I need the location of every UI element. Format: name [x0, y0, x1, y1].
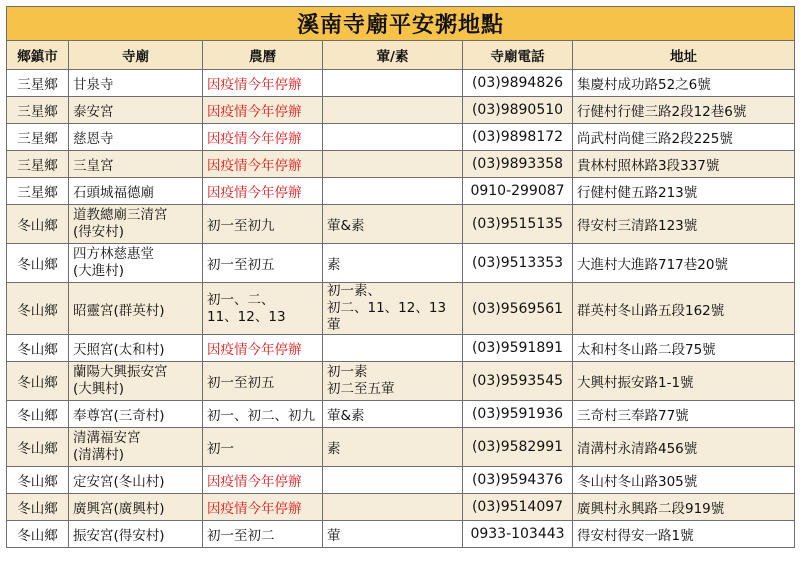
cell-lunar	[203, 205, 323, 244]
cell-town: 冬山鄉	[7, 401, 69, 428]
cell-lunar-line: 初一至初九	[207, 218, 275, 234]
cell-temple	[69, 401, 203, 428]
table-row	[7, 205, 795, 244]
cell-temple-line: (大興村)	[73, 381, 125, 397]
cell-lunar-line: 初一至初五	[207, 375, 275, 391]
cell-address: 大進村大進路717巷20號	[573, 244, 795, 283]
cell-phone: 0933-103443	[463, 521, 573, 548]
cell-address: 行健村健五路213號	[573, 178, 795, 205]
cell-town: 冬山鄉	[7, 283, 69, 335]
cell-lunar	[203, 335, 323, 362]
cell-lunar-line: 11、12、13	[207, 308, 286, 325]
cell-veg-line: 初二、11、12、13葷	[327, 300, 447, 333]
cell-lunar-line: 因疫情今年停辦	[207, 77, 302, 93]
cell-veg-line: 素	[327, 441, 341, 457]
cell-lunar-line: 因疫情今年停辦	[207, 104, 302, 120]
cell-lunar-line: 初一、二、	[207, 291, 275, 308]
cell-veg	[323, 70, 463, 97]
cell-phone: (03)9890510	[463, 97, 573, 124]
cell-lunar-line: 因疫情今年停辦	[207, 342, 302, 358]
cell-phone: (03)9591891	[463, 335, 573, 362]
cell-temple	[69, 151, 203, 178]
cell-temple-line: 石頭城福德廟	[73, 185, 154, 201]
cell-temple	[69, 467, 203, 494]
table-row	[7, 401, 795, 428]
cell-town: 三星鄉	[7, 151, 69, 178]
cell-address: 群英村冬山路五段162號	[573, 283, 795, 335]
cell-address: 得安村得安一路1號	[573, 521, 795, 548]
cell-lunar	[203, 124, 323, 151]
cell-lunar-line: 因疫情今年停辦	[207, 474, 302, 490]
cell-lunar-line: 初一至初五	[207, 257, 275, 273]
cell-temple	[69, 335, 203, 362]
cell-address: 冬山村冬山路305號	[573, 467, 795, 494]
cell-temple-line: 蘭陽大興振安宮	[73, 364, 168, 380]
cell-temple	[69, 205, 203, 244]
cell-temple-line: 四方林慈惠堂	[73, 246, 154, 262]
header-town: 鄉鎮市	[7, 41, 69, 70]
cell-town: 三星鄉	[7, 124, 69, 151]
cell-town: 三星鄉	[7, 97, 69, 124]
cell-veg	[323, 521, 463, 548]
cell-lunar	[203, 244, 323, 283]
cell-veg-line: 初二至五葷	[327, 381, 395, 397]
cell-veg	[323, 335, 463, 362]
cell-address: 行健村行健三路2段12巷6號	[573, 97, 795, 124]
header-lunar: 農曆	[203, 41, 323, 70]
table-row	[7, 335, 795, 362]
cell-temple	[69, 244, 203, 283]
cell-lunar-line: 因疫情今年停辦	[207, 158, 302, 174]
table-row	[7, 467, 795, 494]
cell-temple	[69, 428, 203, 467]
cell-town: 冬山鄉	[7, 467, 69, 494]
cell-phone: (03)9515135	[463, 205, 573, 244]
cell-lunar	[203, 362, 323, 401]
cell-temple-line: (清溝村)	[73, 447, 125, 463]
cell-temple	[69, 494, 203, 521]
cell-phone: (03)9591936	[463, 401, 573, 428]
cell-phone: 0910-299087	[463, 178, 573, 205]
cell-veg	[323, 362, 463, 401]
temple-table	[6, 6, 795, 548]
cell-phone: (03)9593545	[463, 362, 573, 401]
cell-lunar	[203, 401, 323, 428]
cell-temple-line: 天照宮(太和村)	[73, 342, 165, 358]
cell-veg	[323, 401, 463, 428]
cell-veg-line: 初一素	[327, 364, 368, 380]
cell-temple-line: 三皇宮	[73, 158, 114, 174]
cell-veg	[323, 178, 463, 205]
cell-veg	[323, 97, 463, 124]
table-row	[7, 178, 795, 205]
cell-phone: (03)9514097	[463, 494, 573, 521]
table-row	[7, 283, 795, 335]
table-row	[7, 124, 795, 151]
cell-phone: (03)9898172	[463, 124, 573, 151]
header-veg: 葷/素	[323, 41, 463, 70]
cell-temple-line: 振安宮(得安村)	[73, 528, 165, 544]
cell-address: 集慶村成功路52之6號	[573, 70, 795, 97]
cell-veg-line: 葷&素	[327, 408, 365, 424]
cell-phone: (03)9893358	[463, 151, 573, 178]
cell-address: 得安村三清路123號	[573, 205, 795, 244]
table-row	[7, 494, 795, 521]
cell-phone: (03)9594376	[463, 467, 573, 494]
cell-temple	[69, 283, 203, 335]
table-row	[7, 362, 795, 401]
cell-veg	[323, 428, 463, 467]
cell-temple-line: 昭靈宮(群英村)	[73, 302, 165, 319]
cell-address: 清溝村永清路456號	[573, 428, 795, 467]
cell-lunar	[203, 283, 323, 335]
table-row	[7, 70, 795, 97]
cell-temple	[69, 124, 203, 151]
cell-lunar	[203, 70, 323, 97]
cell-town: 冬山鄉	[7, 521, 69, 548]
cell-phone: (03)9582991	[463, 428, 573, 467]
cell-veg	[323, 124, 463, 151]
cell-temple-line: (得安村)	[73, 224, 125, 240]
cell-lunar	[203, 494, 323, 521]
table-title: 溪南寺廟平安粥地點	[7, 7, 795, 41]
cell-temple-line: 甘泉寺	[73, 77, 114, 93]
cell-veg	[323, 494, 463, 521]
cell-veg	[323, 205, 463, 244]
cell-veg	[323, 244, 463, 283]
table-row	[7, 521, 795, 548]
cell-temple	[69, 70, 203, 97]
header-phone: 寺廟電話	[463, 41, 573, 70]
cell-lunar-line: 初一、初二、初九	[207, 408, 315, 424]
cell-temple	[69, 178, 203, 205]
cell-address: 尚武村尚健三路2段225號	[573, 124, 795, 151]
cell-town: 冬山鄉	[7, 205, 69, 244]
cell-temple	[69, 97, 203, 124]
cell-lunar	[203, 428, 323, 467]
cell-veg	[323, 283, 463, 335]
cell-town: 三星鄉	[7, 70, 69, 97]
cell-veg-line: 葷	[327, 528, 341, 544]
header-address: 地址	[573, 41, 795, 70]
cell-veg-line: 初一素、	[327, 283, 381, 299]
cell-town: 冬山鄉	[7, 335, 69, 362]
cell-temple-line: 清溝福安宮	[73, 430, 141, 446]
cell-town: 三星鄉	[7, 178, 69, 205]
cell-phone: (03)9513353	[463, 244, 573, 283]
cell-address: 太和村冬山路二段75號	[573, 335, 795, 362]
cell-veg	[323, 151, 463, 178]
cell-lunar	[203, 467, 323, 494]
cell-lunar	[203, 521, 323, 548]
cell-address: 大興村振安路1-1號	[573, 362, 795, 401]
cell-phone: (03)9569561	[463, 283, 573, 335]
cell-temple-line: (大進村)	[73, 263, 125, 279]
cell-town: 冬山鄉	[7, 362, 69, 401]
cell-temple-line: 廣興宮(廣興村)	[73, 501, 165, 517]
cell-lunar-line: 因疫情今年停辦	[207, 131, 302, 147]
cell-town: 冬山鄉	[7, 244, 69, 283]
cell-lunar-line: 因疫情今年停辦	[207, 501, 302, 517]
cell-temple-line: 道教總廟三清宮	[73, 207, 168, 223]
cell-address: 廣興村永興路二段919號	[573, 494, 795, 521]
cell-lunar-line: 初一至初二	[207, 528, 275, 544]
cell-lunar	[203, 97, 323, 124]
cell-veg-line: 素	[327, 257, 341, 273]
table-row	[7, 244, 795, 283]
cell-temple	[69, 521, 203, 548]
cell-town: 冬山鄉	[7, 494, 69, 521]
cell-temple	[69, 362, 203, 401]
header-temple: 寺廟	[69, 41, 203, 70]
cell-phone: (03)9894826	[463, 70, 573, 97]
cell-lunar	[203, 151, 323, 178]
cell-veg	[323, 467, 463, 494]
table-body	[7, 70, 795, 548]
table-row	[7, 428, 795, 467]
cell-lunar	[203, 178, 323, 205]
cell-temple-line: 慈恩寺	[73, 131, 114, 147]
cell-veg-line: 葷&素	[327, 218, 365, 234]
cell-address: 貴林村照林路3段337號	[573, 151, 795, 178]
cell-town: 冬山鄉	[7, 428, 69, 467]
cell-temple-line: 泰安宮	[73, 104, 114, 120]
cell-temple-line: 奉尊宮(三奇村)	[73, 408, 165, 424]
table-row	[7, 151, 795, 178]
cell-address: 三奇村三奉路77號	[573, 401, 795, 428]
table-row	[7, 97, 795, 124]
cell-lunar-line: 初一	[207, 441, 234, 457]
cell-lunar-line: 因疫情今年停辦	[207, 185, 302, 201]
cell-temple-line: 定安宮(冬山村)	[73, 474, 165, 490]
